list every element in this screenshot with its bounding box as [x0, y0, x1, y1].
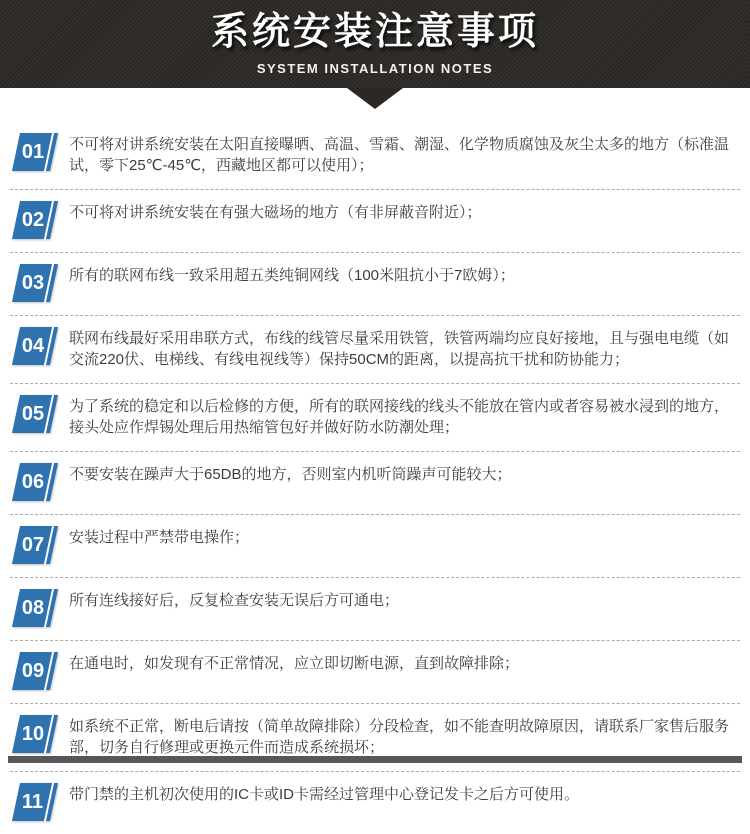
item-number-badge [12, 264, 58, 302]
item-text: 所有连线接好后，反复检查安装无误后方可通电； [69, 592, 400, 609]
item-number: 10 [21, 722, 45, 745]
note-item-03 [8, 253, 742, 315]
note-item-08 [8, 578, 742, 640]
item-number: 11 [22, 790, 44, 813]
notes-list [0, 88, 750, 834]
note-item-07 [8, 515, 742, 577]
page-title: 系统安装注意事项 [210, 10, 539, 53]
item-number-badge [12, 201, 58, 239]
item-text: 为了系统的稳定和以后检修的方便，所有的联网接线的线头不能放在管内或者容易被水浸到的地方，接头处应作焊锡处理后用热缩管包好并做好防水防潮处理； [69, 398, 730, 436]
note-item-05 [8, 384, 742, 451]
item-number: 05 [21, 402, 45, 425]
item-number: 07 [21, 533, 45, 556]
item-number: 06 [21, 470, 45, 493]
item-number: 03 [21, 271, 45, 294]
item-text: 不可将对讲系统安装在有强大磁场的地方（有非屏蔽音附近）； [69, 204, 482, 221]
item-number: 08 [21, 596, 45, 619]
item-number: 02 [21, 208, 45, 231]
item-number: 01 [21, 140, 45, 163]
note-item-01 [8, 122, 742, 189]
item-number-badge [12, 526, 58, 564]
page-subtitle: SYSTEM INSTALLATION NOTES [256, 61, 494, 77]
note-item-06 [8, 452, 742, 514]
item-number-badge [12, 395, 58, 433]
item-text: 所有的联网布线一致采用超五类纯铜网线（100米阻抗小于7欧姆）； [69, 267, 515, 284]
item-number-badge [12, 589, 58, 627]
item-number-badge [12, 327, 58, 365]
item-text: 在通电时，如发现有不正常情况，应立即切断电源，直到故障排除； [69, 655, 520, 672]
header-arrow-down [347, 88, 403, 109]
item-text: 联网布线最好采用串联方式，布线的线管尽量采用铁管，铁管两端均应良好接地，且与强电电缆（如交流220伏、电梯线、有线电视线等）保持50CM的距离，以提高抗干扰和防协能力； [69, 330, 730, 368]
item-number-badge [12, 715, 58, 753]
note-item-04 [8, 316, 742, 383]
note-item-02 [8, 190, 742, 252]
item-text: 带门禁的主机初次使用的IC卡或ID卡需经过管理中心登记发卡之后方可使用。 [69, 786, 580, 803]
footer-bar [8, 756, 742, 763]
item-number-badge [12, 463, 58, 501]
note-item-11 [8, 772, 742, 834]
item-number: 09 [21, 659, 45, 682]
item-number: 04 [21, 334, 45, 357]
item-text: 安装过程中严禁带电操作； [69, 529, 250, 546]
item-text: 如系统不正常，断电后请按（简单故障排除）分段检查，如不能查明故障原因，请联系厂家售后服务部，切务自行修理或更换元件而造成系统损坏； [69, 718, 730, 756]
note-item-09 [8, 641, 742, 703]
item-text: 不要安装在躁声大于65DB的地方，否则室内机听筒躁声可能较大； [69, 466, 512, 483]
item-text: 不可将对讲系统安装在太阳直接曝晒、高温、雪霜、潮湿、化学物质腐蚀及灰尘太多的地方（标准温试，零下25℃-45℃，西藏地区都可以使用）； [69, 136, 730, 174]
item-number-badge [12, 133, 58, 171]
item-number-badge [12, 783, 58, 821]
header-banner [0, 0, 750, 88]
item-number-badge [12, 652, 58, 690]
